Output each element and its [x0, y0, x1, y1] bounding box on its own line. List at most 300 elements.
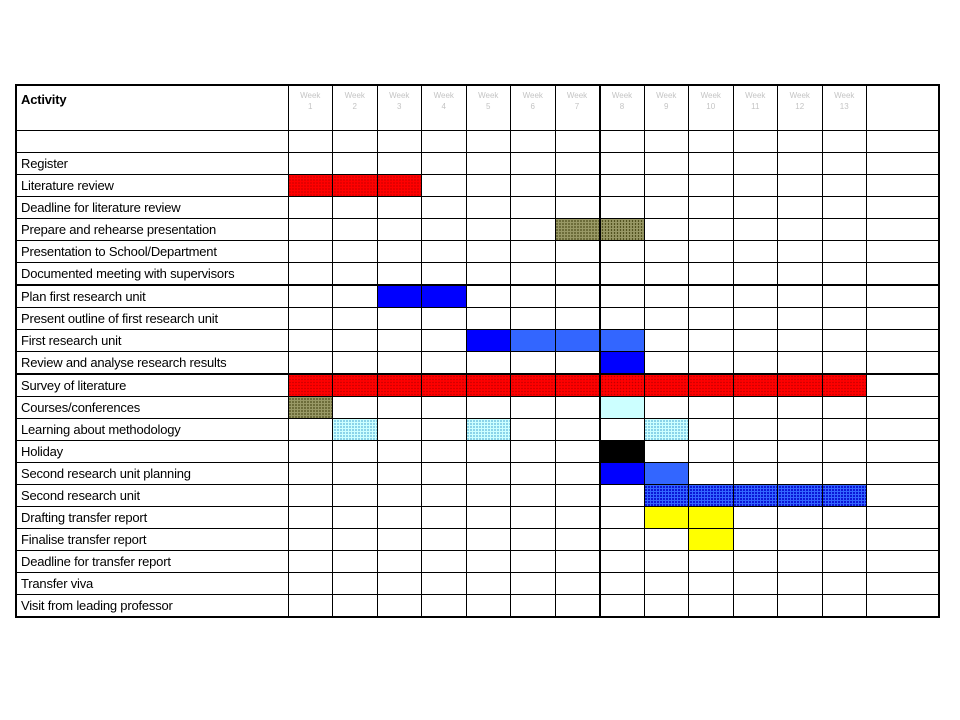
- gantt-bar-cell: [466, 419, 511, 441]
- gantt-bar-cell: [600, 374, 645, 397]
- gantt-cell: [333, 529, 378, 551]
- gantt-cell: [778, 308, 823, 330]
- gantt-bar-cell: [511, 330, 556, 352]
- gantt-cell: [466, 308, 511, 330]
- gantt-cell: [377, 485, 422, 507]
- gantt-cell: [422, 551, 467, 573]
- gantt-cell: [555, 529, 600, 551]
- gantt-cell: [466, 197, 511, 219]
- gantt-cell: [377, 551, 422, 573]
- gantt-bar-cell: [644, 374, 689, 397]
- gantt-table: [15, 84, 940, 618]
- gantt-cell: [422, 153, 467, 175]
- gantt-cell: [733, 507, 778, 529]
- gantt-cell: [778, 463, 823, 485]
- gantt-bar-cell: [333, 419, 378, 441]
- gantt-cell: [689, 573, 734, 595]
- gantt-cell: [733, 397, 778, 419]
- gantt-bar-cell: [689, 485, 734, 507]
- gantt-cell: [377, 131, 422, 153]
- activity-label: Visit from leading professor: [16, 595, 288, 618]
- gantt-cell: [288, 463, 333, 485]
- gantt-cell: [867, 285, 939, 308]
- gantt-cell: [867, 507, 939, 529]
- gantt-cell: [511, 153, 556, 175]
- gantt-cell: [822, 507, 867, 529]
- gantt-cell: [867, 352, 939, 375]
- gantt-cell: [867, 131, 939, 153]
- gantt-cell: [333, 551, 378, 573]
- table-row: [16, 463, 939, 485]
- activity-label: Documented meeting with supervisors: [16, 263, 288, 286]
- gantt-cell: [600, 175, 645, 197]
- gantt-bar-cell: [511, 374, 556, 397]
- week-header: [511, 85, 556, 131]
- gantt-cell: [422, 263, 467, 286]
- gantt-cell: [422, 352, 467, 375]
- gantt-cell: [644, 573, 689, 595]
- gantt-cell: [689, 595, 734, 618]
- gantt-cell: [689, 397, 734, 419]
- activity-label: Presentation to School/Department: [16, 241, 288, 263]
- gantt-cell: [733, 441, 778, 463]
- gantt-cell: [778, 551, 823, 573]
- gantt-cell: [466, 285, 511, 308]
- table-row: [16, 285, 939, 308]
- gantt-bar-cell: [288, 175, 333, 197]
- week-label: Week: [433, 91, 454, 100]
- gantt-cell: [333, 397, 378, 419]
- gantt-cell: [822, 463, 867, 485]
- gantt-cell: [867, 330, 939, 352]
- activity-label: Prepare and rehearse presentation: [16, 219, 288, 241]
- gantt-cell: [466, 463, 511, 485]
- gantt-cell: [555, 573, 600, 595]
- gantt-cell: [555, 285, 600, 308]
- gantt-cell: [689, 197, 734, 219]
- gantt-cell: [822, 263, 867, 286]
- gantt-cell: [644, 197, 689, 219]
- week-label: Week: [566, 91, 588, 100]
- gantt-cell: [422, 573, 467, 595]
- gantt-cell: [511, 397, 556, 419]
- activity-label: Survey of literature: [16, 374, 288, 397]
- table-row: [16, 595, 939, 618]
- gantt-cell: [644, 595, 689, 618]
- gantt-cell: [333, 595, 378, 618]
- week-number: 11: [751, 102, 760, 111]
- activity-label: Drafting transfer report: [16, 507, 288, 529]
- activity-label: Second research unit: [16, 485, 288, 507]
- activity-header: Activity: [16, 85, 288, 131]
- gantt-cell: [333, 507, 378, 529]
- gantt-cell: [600, 308, 645, 330]
- gantt-cell: [555, 131, 600, 153]
- gantt-cell: [288, 330, 333, 352]
- gantt-cell: [778, 175, 823, 197]
- activity-label: Transfer viva: [16, 573, 288, 595]
- gantt-cell: [422, 485, 467, 507]
- gantt-cell: [377, 595, 422, 618]
- gantt-bar-cell: [778, 485, 823, 507]
- gantt-cell: [511, 352, 556, 375]
- table-row: [16, 551, 939, 573]
- gantt-cell: [600, 197, 645, 219]
- gantt-cell: [822, 419, 867, 441]
- gantt-cell: [689, 419, 734, 441]
- week-label: Week: [834, 91, 855, 100]
- gantt-bar-cell: [822, 485, 867, 507]
- gantt-cell: [377, 507, 422, 529]
- gantt-bar-cell: [422, 285, 467, 308]
- gantt-cell: [377, 219, 422, 241]
- gantt-cell: [733, 175, 778, 197]
- gantt-cell: [644, 397, 689, 419]
- gantt-cell: [555, 197, 600, 219]
- gantt-cell: [422, 529, 467, 551]
- week-label: Week: [745, 91, 766, 100]
- gantt-cell: [466, 507, 511, 529]
- gantt-cell: [689, 153, 734, 175]
- gantt-cell: [333, 263, 378, 286]
- gantt-cell: [288, 197, 333, 219]
- week-number: 4: [441, 102, 446, 111]
- gantt-cell: [422, 507, 467, 529]
- gantt-cell: [600, 285, 645, 308]
- table-row: [16, 441, 939, 463]
- gantt-cell: [822, 219, 867, 241]
- gantt-cell: [822, 285, 867, 308]
- gantt-cell: [733, 330, 778, 352]
- gantt-cell: [333, 219, 378, 241]
- week-number: 2: [352, 102, 357, 111]
- gantt-cell: [555, 153, 600, 175]
- table-row: [16, 352, 939, 375]
- table-row: [16, 175, 939, 197]
- gantt-cell: [778, 507, 823, 529]
- gantt-cell: [422, 441, 467, 463]
- activity-label: Literature review: [16, 175, 288, 197]
- gantt-cell: [778, 441, 823, 463]
- gantt-cell: [466, 485, 511, 507]
- gantt-bar-cell: [555, 374, 600, 397]
- gantt-cell: [822, 197, 867, 219]
- empty-header-cell: [867, 85, 939, 131]
- gantt-cell: [689, 441, 734, 463]
- gantt-cell: [511, 131, 556, 153]
- gantt-cell: [466, 263, 511, 286]
- activity-label: Learning about methodology: [16, 419, 288, 441]
- gantt-bar-cell: [377, 175, 422, 197]
- week-number: 12: [795, 102, 805, 111]
- gantt-bar-cell: [333, 374, 378, 397]
- gantt-cell: [644, 241, 689, 263]
- gantt-cell: [689, 330, 734, 352]
- gantt-bar-cell: [644, 463, 689, 485]
- week-label: Week: [478, 91, 499, 100]
- gantt-cell: [600, 507, 645, 529]
- gantt-cell: [555, 397, 600, 419]
- gantt-cell: [644, 551, 689, 573]
- gantt-cell: [422, 463, 467, 485]
- gantt-cell: [867, 219, 939, 241]
- gantt-cell: [511, 175, 556, 197]
- gantt-cell: [689, 131, 734, 153]
- table-row: [16, 374, 939, 397]
- gantt-cell: [511, 573, 556, 595]
- gantt-cell: [733, 241, 778, 263]
- week-header: [377, 85, 422, 131]
- gantt-cell: [778, 241, 823, 263]
- week-label: Week: [300, 91, 321, 100]
- gantt-cell: [600, 153, 645, 175]
- gantt-cell: [822, 153, 867, 175]
- gantt-cell: [422, 175, 467, 197]
- gantt-cell: [644, 175, 689, 197]
- week-label: Week: [389, 91, 410, 100]
- gantt-cell: [689, 241, 734, 263]
- gantt-bar-cell: [288, 374, 333, 397]
- table-row: [16, 573, 939, 595]
- week-header: [600, 85, 645, 131]
- week-label: Week: [700, 91, 721, 100]
- gantt-cell: [422, 419, 467, 441]
- gantt-cell: [555, 507, 600, 529]
- gantt-cell: [733, 219, 778, 241]
- gantt-cell: [867, 595, 939, 618]
- gantt-cell: [778, 131, 823, 153]
- gantt-cell: [644, 529, 689, 551]
- gantt-cell: [288, 241, 333, 263]
- gantt-bar-cell: [600, 352, 645, 375]
- gantt-cell: [511, 308, 556, 330]
- gantt-cell: [377, 308, 422, 330]
- gantt-cell: [288, 419, 333, 441]
- gantt-bar-cell: [555, 330, 600, 352]
- gantt-cell: [555, 352, 600, 375]
- gantt-cell: [377, 463, 422, 485]
- gantt-cell: [689, 175, 734, 197]
- gantt-cell: [733, 308, 778, 330]
- gantt-cell: [333, 441, 378, 463]
- gantt-cell: [422, 241, 467, 263]
- gantt-cell: [377, 529, 422, 551]
- table-row: [16, 507, 939, 529]
- gantt-bar-cell: [600, 330, 645, 352]
- gantt-cell: [867, 308, 939, 330]
- header-row: [16, 85, 939, 131]
- week-header: [288, 85, 333, 131]
- gantt-cell: [733, 595, 778, 618]
- gantt-cell: [867, 529, 939, 551]
- gantt-cell: [733, 551, 778, 573]
- table-row: [16, 485, 939, 507]
- gantt-bar-cell: [600, 397, 645, 419]
- table-row: [16, 529, 939, 551]
- gantt-cell: [733, 463, 778, 485]
- gantt-cell: [377, 330, 422, 352]
- gantt-cell: [689, 263, 734, 286]
- gantt-cell: [689, 551, 734, 573]
- gantt-cell: [288, 308, 333, 330]
- week-number: 6: [530, 102, 535, 111]
- gantt-cell: [288, 573, 333, 595]
- gantt-cell: [555, 463, 600, 485]
- gantt-cell: [867, 241, 939, 263]
- gantt-cell: [288, 551, 333, 573]
- gantt-cell: [333, 285, 378, 308]
- gantt-cell: [511, 463, 556, 485]
- week-header: [466, 85, 511, 131]
- gantt-cell: [333, 241, 378, 263]
- gantt-cell: [867, 175, 939, 197]
- gantt-cell: [555, 441, 600, 463]
- gantt-cell: [644, 153, 689, 175]
- gantt-cell: [288, 153, 333, 175]
- gantt-cell: [377, 153, 422, 175]
- gantt-cell: [867, 419, 939, 441]
- week-header: [644, 85, 689, 131]
- gantt-cell: [288, 263, 333, 286]
- week-number: 7: [574, 102, 580, 111]
- table-row: [16, 197, 939, 219]
- gantt-cell: [288, 529, 333, 551]
- activity-label: Review and analyse research results: [16, 352, 288, 375]
- gantt-cell: [600, 419, 645, 441]
- gantt-cell: [377, 352, 422, 375]
- activity-label: Second research unit planning: [16, 463, 288, 485]
- gantt-cell: [733, 419, 778, 441]
- gantt-cell: [600, 131, 645, 153]
- gantt-cell: [867, 197, 939, 219]
- gantt-cell: [644, 352, 689, 375]
- gantt-cell: [511, 485, 556, 507]
- gantt-cell: [778, 219, 823, 241]
- gantt-bar-cell: [466, 374, 511, 397]
- table-row: [16, 330, 939, 352]
- week-header: [333, 85, 378, 131]
- gantt-bar-cell: [422, 374, 467, 397]
- gantt-cell: [511, 419, 556, 441]
- gantt-cell: [867, 551, 939, 573]
- gantt-cell: [822, 529, 867, 551]
- gantt-bar-cell: [600, 219, 645, 241]
- gantt-cell: [822, 441, 867, 463]
- gantt-cell: [778, 197, 823, 219]
- gantt-cell: [511, 529, 556, 551]
- activity-label: Holiday: [16, 441, 288, 463]
- gantt-cell: [778, 330, 823, 352]
- gantt-bar-cell: [333, 175, 378, 197]
- gantt-cell: [555, 419, 600, 441]
- gantt-cell: [466, 153, 511, 175]
- table-row: [16, 153, 939, 175]
- table-row: [16, 241, 939, 263]
- gantt-cell: [466, 131, 511, 153]
- gantt-cell: [422, 219, 467, 241]
- week-header: [555, 85, 600, 131]
- gantt-cell: [689, 285, 734, 308]
- gantt-cell: [600, 551, 645, 573]
- gantt-bar-cell: [600, 441, 645, 463]
- week-number: 3: [397, 102, 402, 111]
- gantt-cell: [867, 374, 939, 397]
- gantt-cell: [867, 397, 939, 419]
- gantt-cell: [555, 263, 600, 286]
- gantt-cell: [733, 131, 778, 153]
- gantt-cell: [644, 131, 689, 153]
- gantt-bar-cell: [377, 374, 422, 397]
- gantt-cell: [377, 197, 422, 219]
- week-number: 5: [486, 102, 491, 111]
- gantt-cell: [778, 285, 823, 308]
- gantt-cell: [555, 241, 600, 263]
- week-label: Week: [789, 91, 810, 100]
- gantt-cell: [377, 419, 422, 441]
- gantt-cell: [333, 330, 378, 352]
- gantt-bar-cell: [689, 507, 734, 529]
- gantt-cell: [422, 197, 467, 219]
- gantt-cell: [733, 529, 778, 551]
- gantt-cell: [778, 573, 823, 595]
- gantt-cell: [778, 419, 823, 441]
- gantt-cell: [644, 441, 689, 463]
- gantt-bar-cell: [689, 374, 734, 397]
- gantt-cell: [867, 463, 939, 485]
- week-number: 13: [839, 102, 849, 111]
- gantt-cell: [689, 463, 734, 485]
- gantt-cell: [511, 241, 556, 263]
- gantt-cell: [511, 285, 556, 308]
- gantt-cell: [822, 551, 867, 573]
- gantt-bar-cell: [288, 397, 333, 419]
- gantt-cell: [644, 285, 689, 308]
- activity-label: Present outline of first research unit: [16, 308, 288, 330]
- gantt-cell: [377, 397, 422, 419]
- activity-label: Plan first research unit: [16, 285, 288, 308]
- week-label: Week: [344, 91, 365, 100]
- gantt-bar-cell: [822, 374, 867, 397]
- gantt-bar-cell: [555, 219, 600, 241]
- gantt-cell: [822, 330, 867, 352]
- gantt-bar-cell: [733, 374, 778, 397]
- activity-label: Register: [16, 153, 288, 175]
- gantt-bar-cell: [377, 285, 422, 308]
- gantt-cell: [644, 308, 689, 330]
- gantt-cell: [466, 175, 511, 197]
- gantt-cell: [733, 263, 778, 286]
- gantt-cell: [867, 485, 939, 507]
- gantt-bar-cell: [733, 485, 778, 507]
- gantt-cell: [511, 507, 556, 529]
- gantt-bar-cell: [644, 485, 689, 507]
- week-number: 1: [308, 102, 313, 111]
- gantt-cell: [689, 352, 734, 375]
- gantt-cell: [600, 529, 645, 551]
- gantt-cell: [644, 219, 689, 241]
- gantt-cell: [511, 219, 556, 241]
- gantt-cell: [778, 595, 823, 618]
- gantt-cell: [689, 308, 734, 330]
- gantt-cell: [733, 352, 778, 375]
- gantt-cell: [422, 330, 467, 352]
- gantt-cell: [466, 551, 511, 573]
- gantt-cell: [600, 241, 645, 263]
- gantt-cell: [466, 241, 511, 263]
- gantt-cell: [733, 285, 778, 308]
- gantt-cell: [466, 529, 511, 551]
- week-number: 9: [664, 102, 669, 111]
